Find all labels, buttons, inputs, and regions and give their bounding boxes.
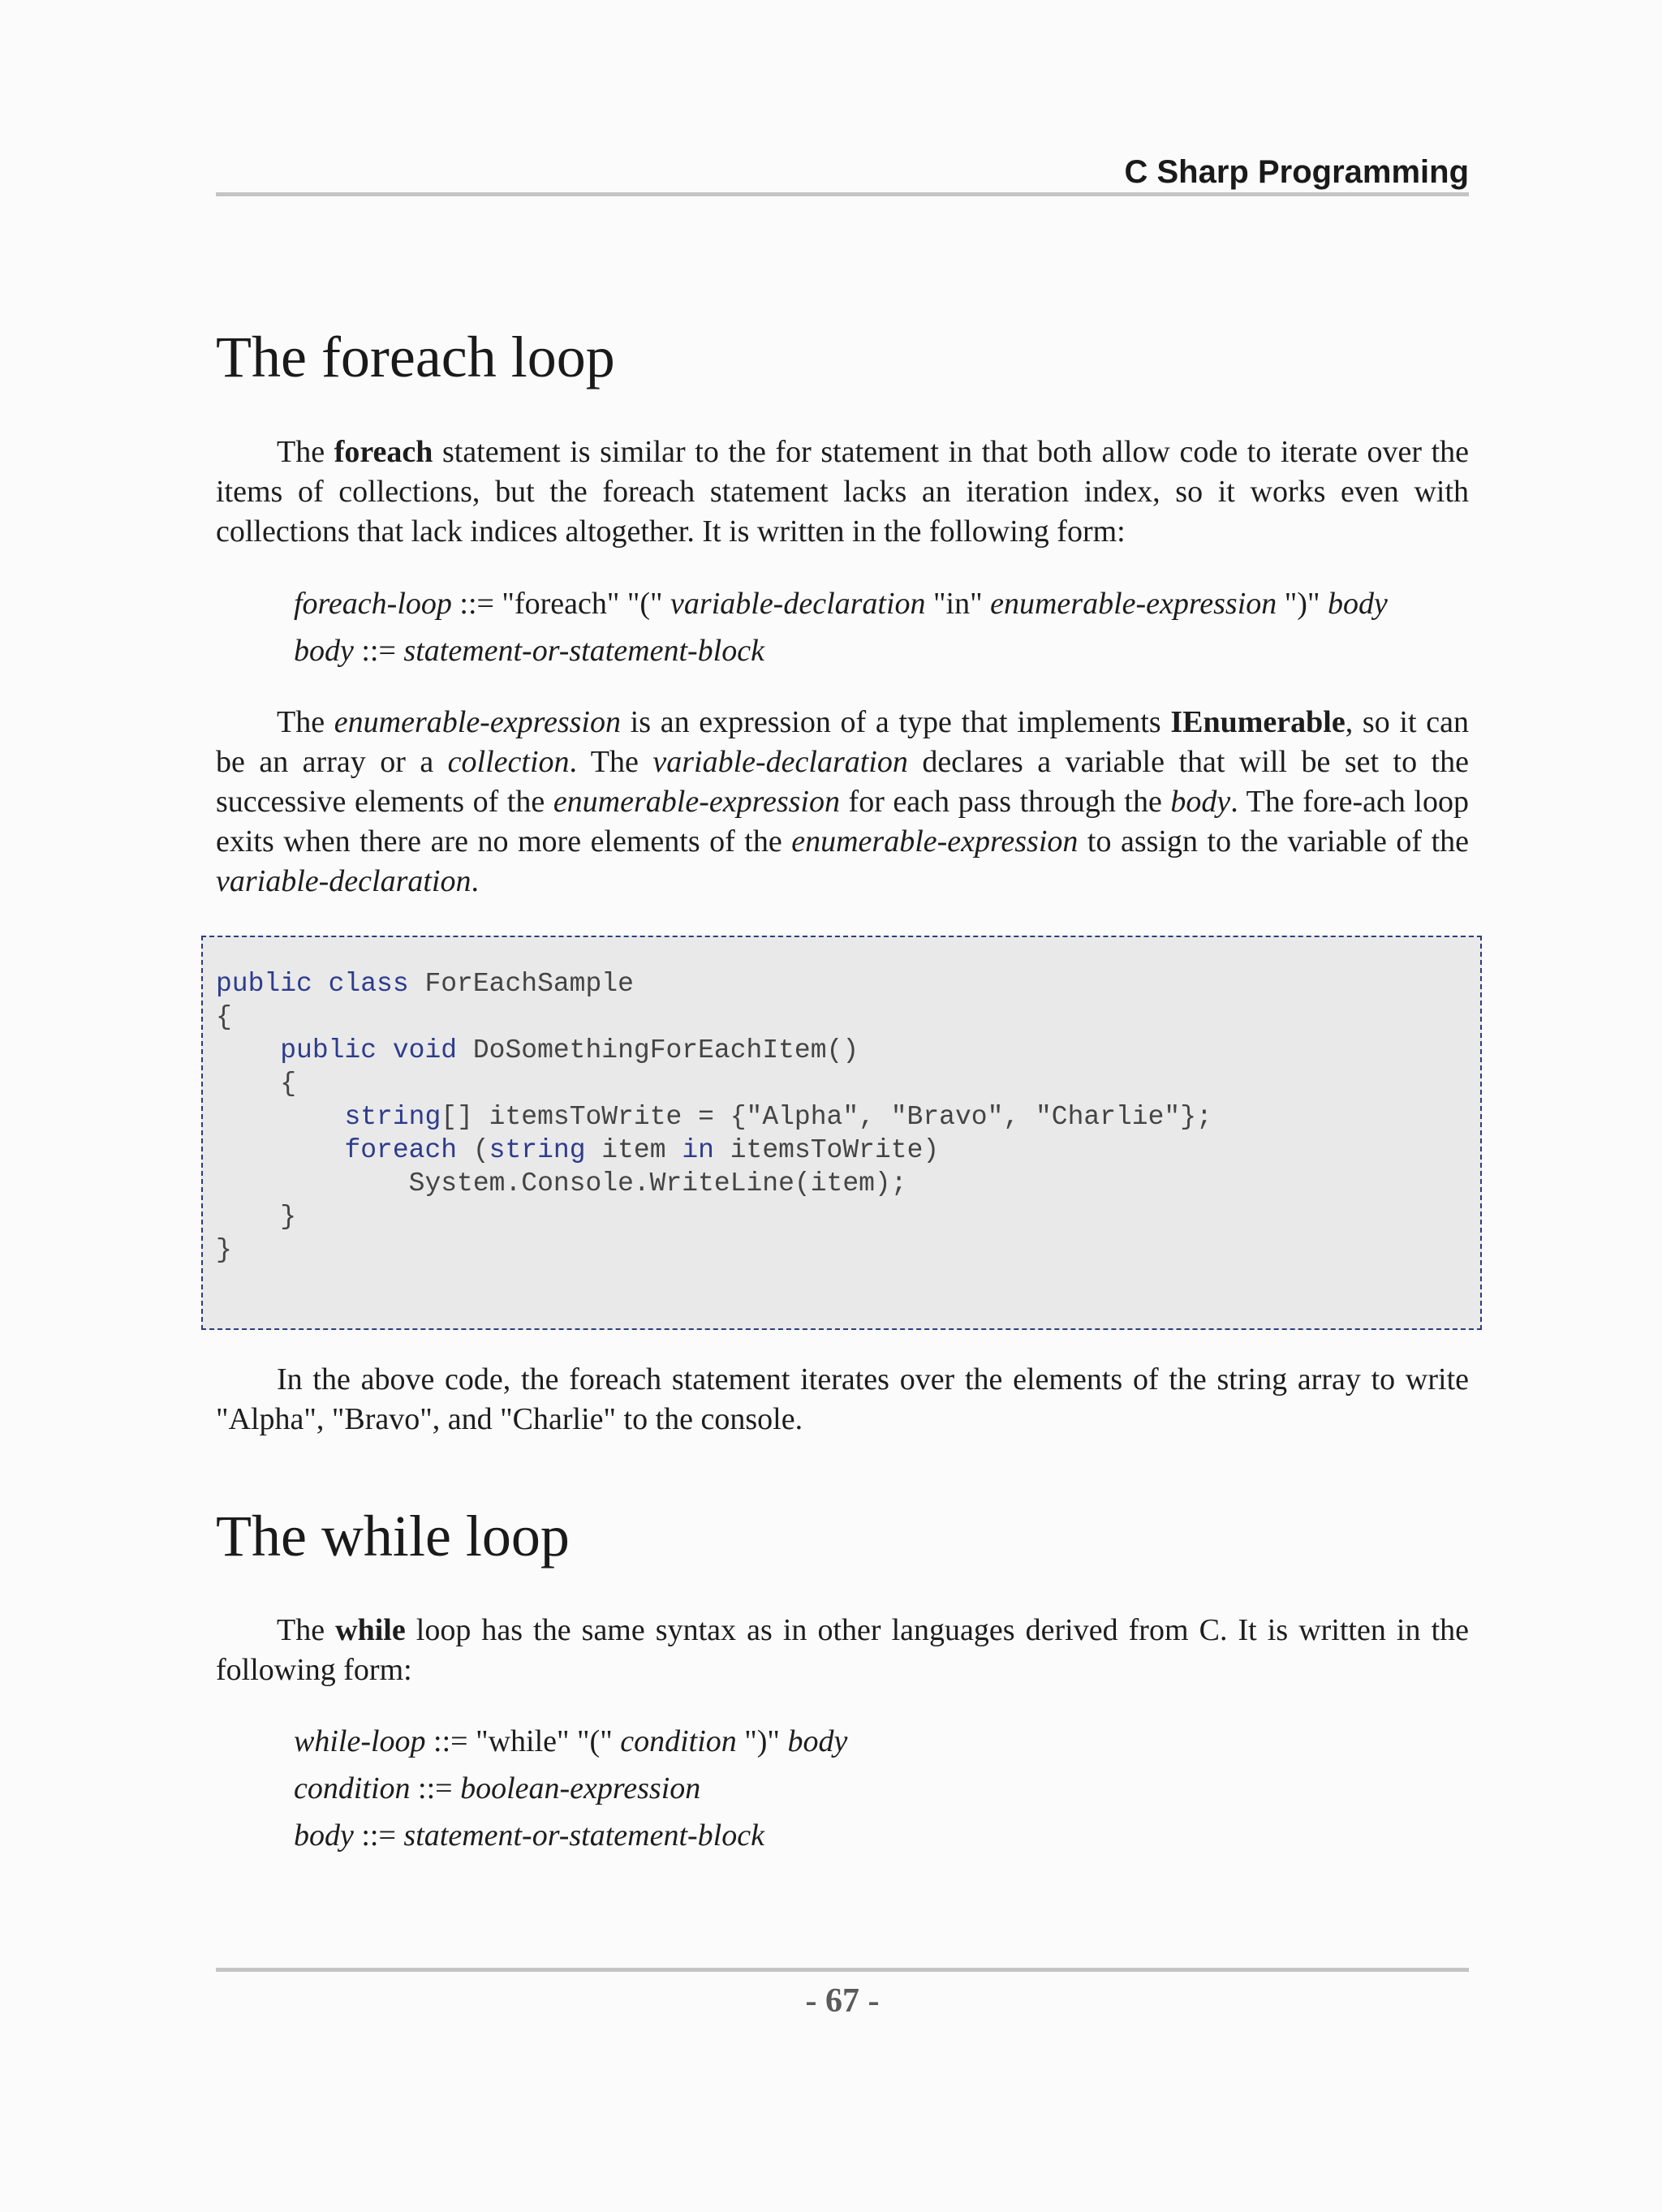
page-number: - 67 -: [805, 1982, 880, 2020]
header-rule: [216, 192, 1469, 196]
foreach-intro-paragraph: The foreach statement is similar to the for statement in that both allow code to iterate over the items of collections, but the foreach statement lacks an iteration index, so it works even with collections that lack indices altogether. It is written in the following form:: [216, 435, 1470, 549]
footer-rule: [216, 1968, 1469, 1972]
heading-foreach-loop: The foreach loop: [216, 325, 615, 389]
while-intro-paragraph: The while loop has the same syntax as in other languages derived from C. It is written in the following form:: [216, 1613, 1469, 1687]
grammar-line-foreach-loop: foreach-loop ::= "foreach" "(" variable-declaration "in" enumerable-expression ")" body: [294, 587, 1388, 621]
while-grammar: [294, 1718, 847, 1859]
foreach-keyword: foreach: [334, 435, 433, 469]
foreach-code-sample: public class ForEachSample { public void DoSomethingForEachItem() { string[] itemsToWrite = {"Alpha", "Bravo", "Charlie"}; foreach (string item in itemsToWrite) System.Console.WriteLine(item); } }: [216, 969, 1212, 1265]
running-header: C Sharp Programming: [1124, 154, 1469, 190]
grammar-line-body: body ::= statement-or-statement-block: [294, 634, 764, 668]
heading-while-loop: The while loop: [216, 1504, 570, 1569]
grammar-line-while-loop: while-loop ::= "while" "(" condition ")" body: [294, 1724, 848, 1758]
grammar-line-condition: condition ::= boolean-expression: [294, 1771, 701, 1805]
while-keyword: while: [335, 1613, 406, 1647]
after-code-paragraph: In the above code, the foreach statement iterates over the elements of the string array to write "Alpha", "Bravo", and "Charlie" to the console.: [216, 1362, 1469, 1436]
grammar-line-body: body ::= statement-or-statement-block: [294, 1818, 764, 1853]
foreach-grammar: [294, 580, 1388, 674]
enumerable-description-paragraph: The enumerable-expression is an expression of a type that implements IEnumerable, so it can be an array or a collection. The variable-declaration declares a variable that will be set to the successive elements of the enumerable-expression for each pass through the body. The fore-ach loop exits when there are no more elements of the enumerable-expression to assign to the variable of the variable-declaration.: [216, 705, 1470, 898]
